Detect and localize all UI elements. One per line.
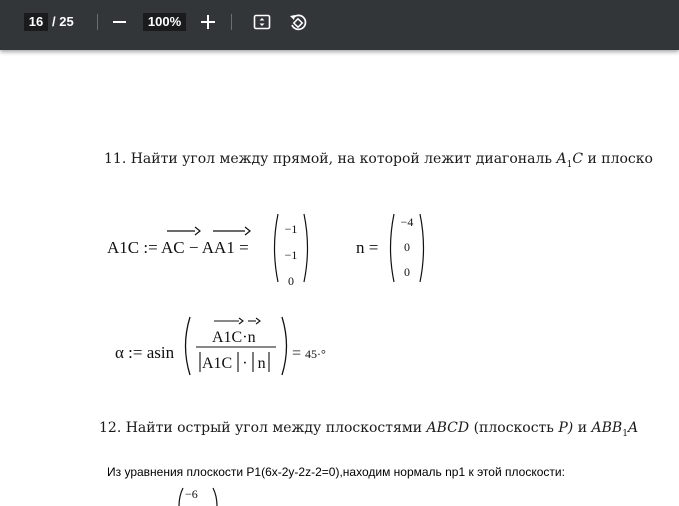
math-symbol: P) [558, 420, 574, 436]
total-pages: / 25 [52, 14, 74, 29]
vector-component: −1 [284, 222, 298, 236]
vector-arrows [165, 226, 255, 236]
vector-a1c: A1C [212, 329, 243, 346]
vector-component: −1 [284, 248, 298, 262]
vector-component: 0 [404, 265, 410, 279]
zoom-in-icon[interactable] [200, 14, 216, 30]
eq-assign: := [143, 238, 158, 257]
partial-vector-component: −6 [185, 487, 198, 501]
eq-lhs: A1C [107, 238, 140, 257]
problem-number: 11. [104, 151, 127, 167]
angle-result: 45·° [305, 347, 326, 361]
vector-component: 0 [288, 274, 294, 288]
current-page-input[interactable]: 16 [24, 13, 48, 31]
partial-matrix-bracket [176, 486, 220, 506]
eq-assign: := [128, 343, 143, 362]
eq-result [292, 345, 326, 363]
vector-ac: AC [161, 238, 185, 257]
problem-11-heading [104, 151, 653, 170]
vector-n: n [247, 329, 256, 346]
eq-function: asin [146, 343, 175, 362]
eq-lhs: α [115, 343, 124, 362]
toolbar-divider [231, 14, 232, 30]
vector-aa1: AA1 [201, 238, 235, 257]
problem-number: 12. [99, 420, 122, 436]
problem-text: Найти угол между прямой, на которой лежит диагональ [130, 151, 553, 167]
eq-alpha-lhs [115, 343, 174, 363]
toolbar-divider [97, 14, 98, 30]
eq-equals: = [368, 238, 379, 257]
math-symbol: A [556, 151, 567, 167]
rotate-icon[interactable] [288, 12, 308, 32]
eq-lhs: n [356, 238, 365, 257]
problem-12-heading [99, 420, 639, 439]
math-symbol: ABB [591, 420, 623, 436]
dot-operator: · [242, 355, 248, 372]
vector-component: 0 [404, 240, 410, 254]
vector-n-values [388, 210, 426, 285]
fit-to-page-icon[interactable] [253, 13, 271, 31]
eq-numerator [212, 329, 256, 347]
vector-a1c-values [272, 216, 310, 294]
math-symbol: C [572, 151, 584, 167]
eq-a1c-definition [107, 238, 249, 258]
norm-a1c: A1C [202, 355, 233, 372]
eq-n-definition [356, 238, 378, 258]
problem-text: (плоскость [473, 420, 554, 436]
math-subscript: 1 [566, 159, 573, 170]
dot-operator: · [242, 329, 248, 346]
eq-equals: = [292, 345, 302, 362]
zoom-level-input[interactable]: 100% [143, 13, 186, 31]
problem-text: Найти острый угол между плоскостями [125, 420, 423, 436]
plane-normal-text: Из уравнения плоскости P1(6x-2y-2z-2=0),находим нормаль np1 к этой плоскости: [107, 465, 565, 479]
math-symbol: ABCD [426, 420, 470, 436]
math-subscript: 1 [622, 428, 628, 439]
pdf-toolbar [0, 0, 679, 50]
eq-denominator [202, 355, 266, 373]
zoom-out-icon[interactable] [112, 14, 128, 30]
vector-component: −4 [400, 215, 414, 229]
eq-minus: − [188, 238, 199, 257]
problem-text: и [577, 420, 588, 436]
norm-n: n [257, 355, 266, 372]
math-symbol: A [627, 420, 639, 436]
problem-text-tail: и плоско [587, 151, 653, 167]
eq-equals: = [239, 238, 249, 257]
